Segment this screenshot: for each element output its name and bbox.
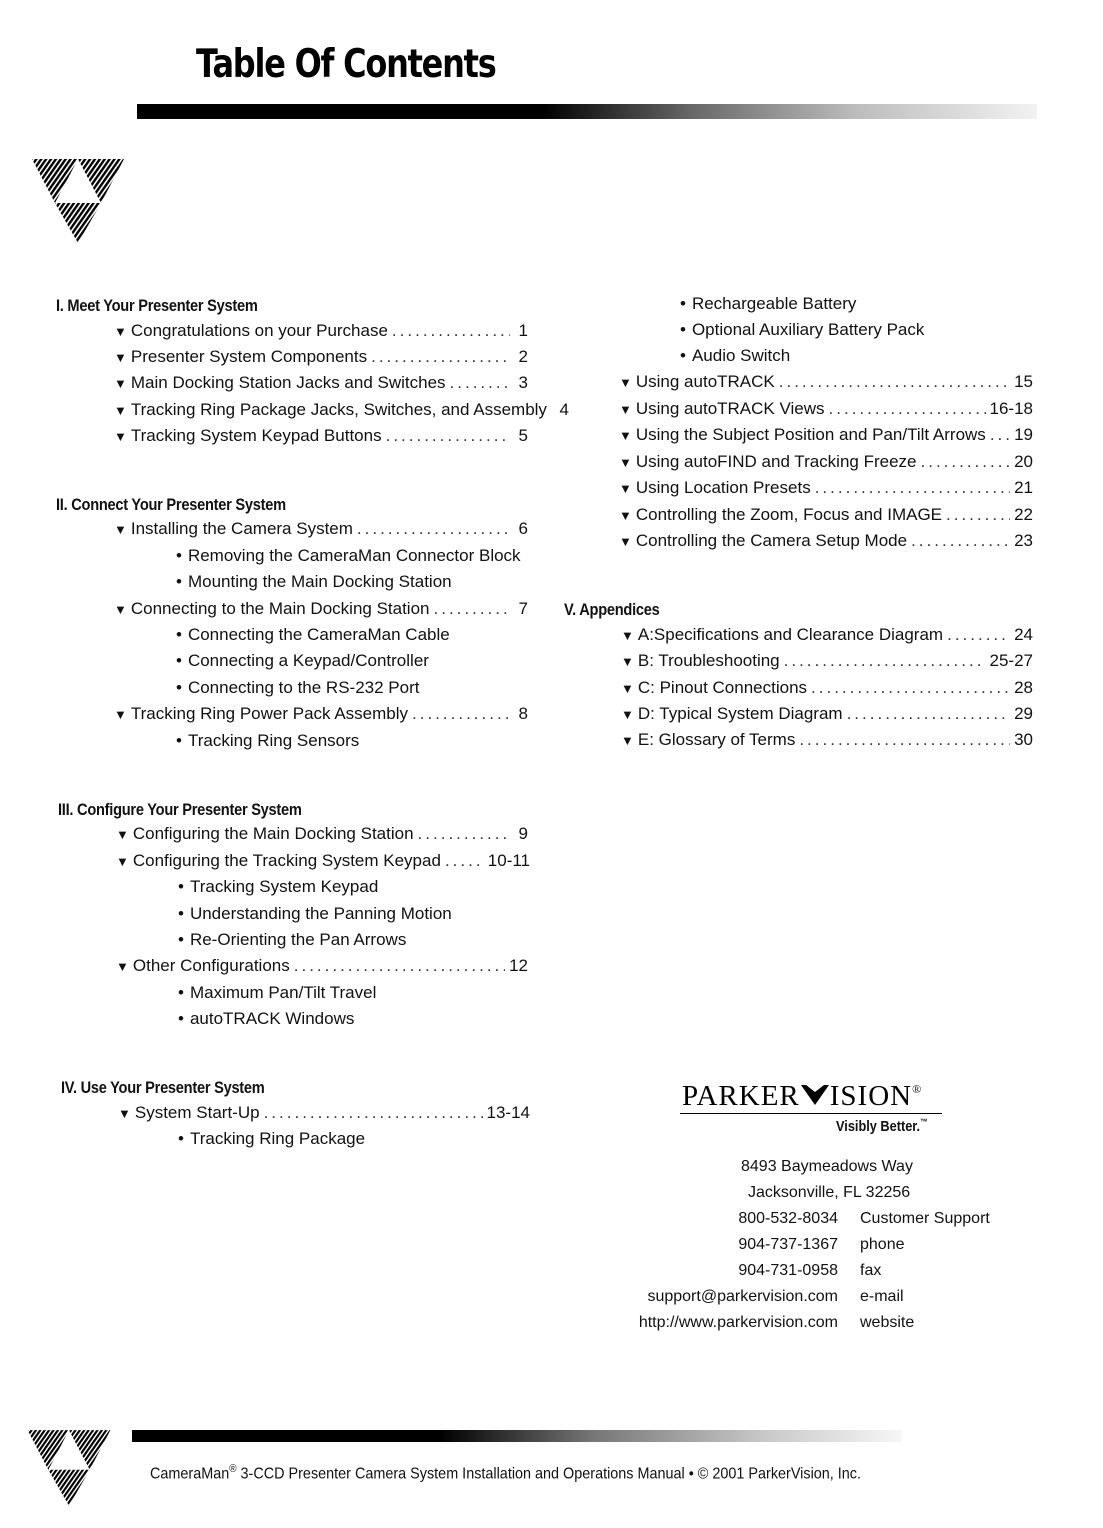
triple-triangle-icon [28, 155, 128, 245]
toc-entry[interactable]: ▼ Configuring the Tracking System Keypad ..... 10-11 [116, 851, 530, 875]
down-triangle-icon: ▼ [114, 376, 127, 391]
toc-entry[interactable]: ▼ Tracking Ring Power Pack Assembly ..... 8 [114, 704, 528, 728]
contact-label: website [860, 1314, 915, 1331]
down-triangle-icon: ▼ [621, 681, 634, 696]
page-title: Table Of Contents [196, 42, 496, 87]
contact-value: 800-532-8034 [738, 1210, 838, 1227]
down-triangle-icon: ▼ [114, 429, 127, 444]
toc-entry[interactable]: ▼ Congratulations on your Purchase ..... 1 [114, 321, 528, 345]
down-triangle-icon: ▼ [621, 628, 634, 643]
down-triangle-icon: ▼ [116, 959, 129, 974]
contact-value: 904-737-1367 [738, 1236, 838, 1253]
brand-logo: PARKER ISION® [682, 1080, 923, 1112]
section-heading-1: I. Meet Your Presenter System [56, 296, 258, 315]
toc-entry[interactable]: ▼ Using autoTRACK ..... 15 [619, 372, 1033, 396]
down-triangle-icon: ▼ [619, 508, 632, 523]
header-bar [137, 104, 1037, 119]
triple-triangle-icon [24, 1422, 114, 1512]
down-triangle-icon: ▼ [619, 481, 632, 496]
down-triangle-icon: ▼ [116, 827, 129, 842]
contact-label: phone [860, 1236, 905, 1253]
footer-text: CameraMan® 3-CCD Presenter Camera System Installation and Operations Manual • © 2001 ParkerVision, Inc. [150, 1463, 861, 1483]
toc-subentry[interactable]: • Optional Auxiliary Battery Pack [680, 320, 925, 339]
down-triangle-icon: ▼ [619, 534, 632, 549]
toc-entry[interactable]: ▼ B: Troubleshooting ..... 25-27 [621, 651, 1033, 675]
section-heading-3: III. Configure Your Presenter System [58, 800, 302, 819]
toc-subentry[interactable]: • Connecting to the RS-232 Port [176, 678, 420, 697]
toc-entry[interactable]: ▼ Configuring the Main Docking Station ..... 9 [116, 824, 528, 848]
toc-subentry[interactable]: • autoTRACK Windows [178, 1009, 355, 1028]
toc-subentry[interactable]: • Audio Switch [680, 346, 791, 365]
toc-subentry[interactable]: • Connecting the CameraMan Cable [176, 625, 450, 644]
down-triangle-icon: ▼ [114, 707, 127, 722]
section-heading-4: IV. Use Your Presenter System [61, 1078, 265, 1097]
contact-website-link[interactable]: http://www.parkervision.com [638, 1314, 838, 1331]
toc-subentry[interactable]: • Maximum Pan/Tilt Travel [178, 983, 377, 1002]
address-city: Jacksonville, FL 32256 [748, 1184, 911, 1201]
section-heading-2: II. Connect Your Presenter System [56, 495, 286, 514]
toc-subentry[interactable]: • Rechargeable Battery [680, 294, 857, 313]
down-triangle-icon: ▼ [621, 707, 634, 722]
toc-entry[interactable]: ▼ Tracking System Keypad Buttons ..... 5 [114, 426, 528, 450]
toc-subentry[interactable]: • Understanding the Panning Motion [178, 904, 452, 923]
contact-label: Customer Support [860, 1210, 990, 1227]
toc-entry[interactable]: ▼ Connecting to the Main Docking Station ..... 7 [114, 599, 528, 623]
down-triangle-icon: ▼ [619, 402, 632, 417]
down-triangle-icon: ▼ [116, 854, 129, 869]
toc-subentry[interactable]: • Mounting the Main Docking Station [176, 572, 452, 591]
brand-v-icon [800, 1081, 830, 1107]
down-triangle-icon: ▼ [118, 1106, 131, 1121]
toc-entry[interactable]: ▼ Tracking Ring Package Jacks, Switches, and Assembly 4 [114, 400, 569, 419]
down-triangle-icon: ▼ [619, 455, 632, 470]
down-triangle-icon: ▼ [114, 324, 127, 339]
down-triangle-icon: ▼ [621, 733, 634, 748]
toc-subentry[interactable]: • Tracking Ring Sensors [176, 731, 360, 750]
toc-entry[interactable]: ▼ Using autoTRACK Views ..... 16-18 [619, 399, 1033, 423]
brand-rule [680, 1113, 942, 1114]
toc-entry[interactable]: ▼ Other Configurations ..... 12 [116, 956, 528, 980]
toc-subentry[interactable]: • Removing the CameraMan Connector Block [176, 546, 521, 565]
down-triangle-icon: ▼ [114, 522, 127, 537]
toc-entry[interactable]: ▼ Main Docking Station Jacks and Switches ..... 3 [114, 373, 528, 397]
toc-entry[interactable]: ▼ System Start-Up ..... 13-14 [118, 1103, 530, 1127]
toc-entry[interactable]: ▼ Controlling the Zoom, Focus and IMAGE ..... 22 [619, 505, 1033, 529]
down-triangle-icon: ▼ [619, 428, 632, 443]
down-triangle-icon: ▼ [114, 403, 127, 418]
toc-entry[interactable]: ▼ Using autoFIND and Tracking Freeze ..... 20 [619, 452, 1033, 476]
toc-entry[interactable]: ▼ Presenter System Components ..... 2 [114, 347, 528, 371]
address-street: 8493 Baymeadows Way [741, 1158, 913, 1175]
toc-entry[interactable]: ▼ D: Typical System Diagram ..... 29 [621, 704, 1033, 728]
section-heading-5: V. Appendices [564, 600, 660, 619]
toc-entry[interactable]: ▼ E: Glossary of Terms ..... 30 [621, 730, 1033, 754]
toc-entry[interactable]: ▼ Using Location Presets ..... 21 [619, 478, 1033, 502]
brand-tagline: Visibly Better.™ [836, 1117, 928, 1135]
toc-entry[interactable]: ▼ C: Pinout Connections ..... 28 [621, 678, 1033, 702]
contact-label: fax [860, 1262, 882, 1279]
toc-entry[interactable]: ▼ A:Specifications and Clearance Diagram ..... 24 [621, 625, 1033, 649]
footer-bar [132, 1430, 902, 1442]
toc-entry[interactable]: ▼ Controlling the Camera Setup Mode ..... 23 [619, 531, 1033, 555]
toc-subentry[interactable]: • Connecting a Keypad/Controller [176, 651, 429, 670]
toc-subentry[interactable]: • Tracking System Keypad [178, 877, 379, 896]
contact-label: e-mail [860, 1288, 904, 1305]
down-triangle-icon: ▼ [621, 654, 634, 669]
down-triangle-icon: ▼ [114, 350, 127, 365]
toc-entry[interactable]: ▼ Using the Subject Position and Pan/Tilt Arrows ..... 19 [619, 425, 1033, 449]
contact-value: 904-731-0958 [738, 1262, 838, 1279]
down-triangle-icon: ▼ [114, 602, 127, 617]
down-triangle-icon: ▼ [619, 375, 632, 390]
toc-entry[interactable]: ▼ Installing the Camera System ..... 6 [114, 519, 528, 543]
toc-subentry[interactable]: • Tracking Ring Package [178, 1129, 366, 1148]
toc-subentry[interactable]: • Re-Orienting the Pan Arrows [178, 930, 407, 949]
contact-email-link[interactable]: support@parkervision.com [647, 1288, 838, 1305]
